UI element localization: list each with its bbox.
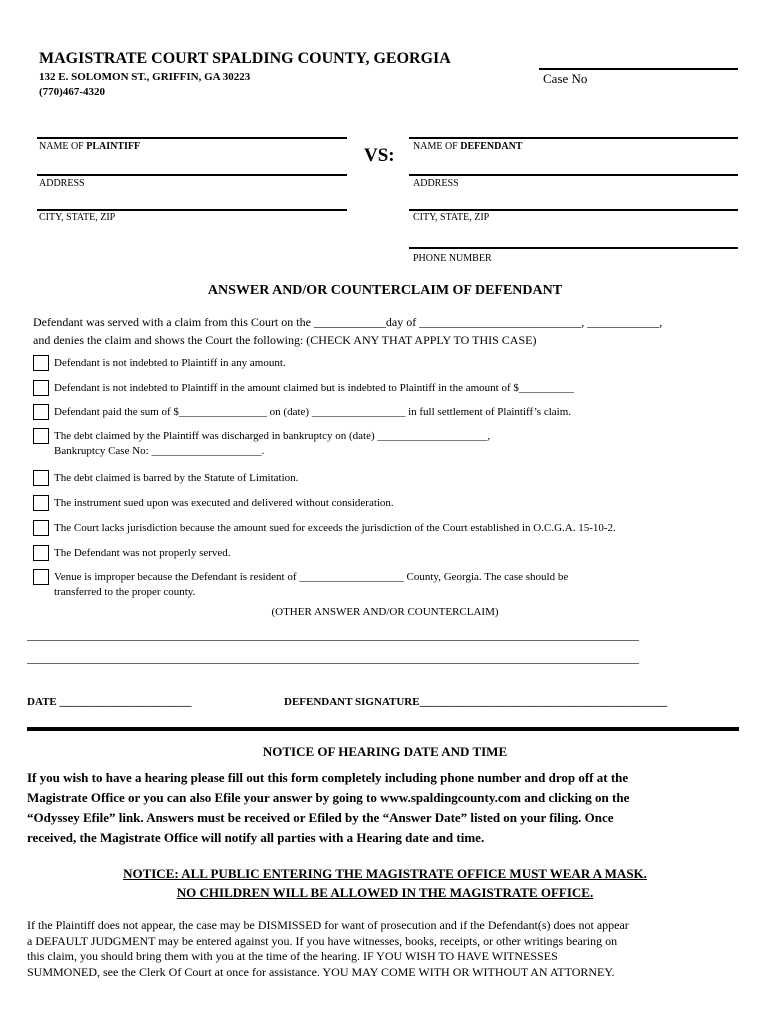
notice-line-1: If you wish to have a hearing please fill out this form completely including phone number and drop off at the: [27, 770, 629, 785]
option-not-served: [33, 545, 231, 561]
option-checkbox[interactable]: [33, 404, 49, 420]
court-address: 132 E. SOLOMON ST., GRIFFIN, GA 30223: [39, 71, 251, 83]
case-no-label: Case No: [543, 71, 588, 86]
notice-line-3: “Odyssey Efile” link. Answers must be received or Efiled by the “Answer Date” listed on your filing. Once: [27, 810, 614, 825]
defendant-name-label: NAME OF DEFENDANT: [413, 141, 523, 152]
option-bankruptcy: [33, 428, 490, 459]
bankruptcy-case-no: Bankruptcy Case No: ____________________.: [54, 445, 265, 457]
option-statute-of-limitation: [33, 470, 298, 486]
option-label: The debt claimed by the Plaintiff was discharged in bankruptcy on (date) ____________________, Bankruptcy Case No: ____________________.: [54, 430, 491, 457]
defendant-address-label: ADDRESS: [413, 178, 459, 189]
defendant-signature-field[interactable]: DEFENDANT SIGNATURE_____________________________________________: [284, 696, 668, 708]
plaintiff-name-field[interactable]: [37, 137, 347, 139]
option-lacks-jurisdiction: [33, 520, 616, 536]
option-checkbox[interactable]: [33, 380, 49, 396]
option-label: Defendant is not indebted to Plaintiff in the amount claimed but is indebted to Plaintiff in the amount of $__________: [54, 382, 574, 394]
section-divider: [27, 727, 739, 731]
other-answer-line-1[interactable]: ______________________________________________________________________________________________________: [27, 628, 639, 642]
option-checkbox[interactable]: [33, 569, 49, 585]
option-indebted-lesser-amount: [33, 380, 574, 396]
option-no-consideration: [33, 495, 394, 511]
option-label: The debt claimed is barred by the Statute of Limitation.: [54, 472, 299, 484]
footer-line-2: a DEFAULT JUDGMENT may be entered against you. If you have witnesses, books, receipts, or other writings bearing on: [27, 933, 618, 948]
plaintiff-city-field[interactable]: [37, 209, 347, 211]
plaintiff-city-label: CITY, STATE, ZIP: [39, 212, 116, 223]
plaintiff-address-label: ADDRESS: [39, 178, 85, 189]
defendant-phone-field[interactable]: [409, 247, 738, 249]
defendant-phone-label: PHONE NUMBER: [413, 253, 492, 264]
answer-intro-line1: Defendant was served with a claim from this Court on the ____________day of ___________________________, ____________,: [33, 315, 663, 329]
option-checkbox[interactable]: [33, 495, 49, 511]
option-improper-venue: [33, 569, 568, 600]
court-title: MAGISTRATE COURT SPALDING COUNTY, GEORGIA: [39, 50, 451, 67]
option-label: Defendant is not indebted to Plaintiff in any amount.: [54, 357, 286, 369]
venue-continuation: transferred to the proper county.: [54, 586, 196, 598]
case-no-field[interactable]: [539, 68, 738, 70]
answer-heading: ANSWER AND/OR COUNTERCLAIM OF DEFENDANT: [207, 283, 563, 298]
versus-label: VS:: [364, 145, 395, 166]
option-checkbox[interactable]: [33, 428, 49, 444]
defendant-name-field[interactable]: [409, 137, 738, 139]
other-answer-label: (OTHER ANSWER AND/OR COUNTERCLAIM): [271, 606, 499, 618]
plaintiff-address-field[interactable]: [37, 174, 347, 176]
option-label: The Defendant was not properly served.: [54, 547, 231, 559]
option-label: Defendant paid the sum of $________________ on (date) _________________ in full settlement of Plaintiff’s claim.: [54, 406, 572, 418]
option-paid-in-full: [33, 404, 571, 420]
option-checkbox[interactable]: [33, 520, 49, 536]
notice-body: [27, 768, 717, 848]
notice-line-2: Magistrate Office or you can also Efile your answer by going to www.spaldingcounty.com and clicking on the: [27, 790, 630, 805]
notice-heading: NOTICE OF HEARING DATE AND TIME: [262, 744, 508, 759]
footer-line-4: SUMMONED, see the Clerk Of Court at once for assistance. YOU MAY COME WITH OR WITHOUT AN ATTORNEY.: [27, 964, 615, 979]
footer-line-3: this claim, you should bring them with you at the time of the hearing. IF YOU WISH TO HAVE WITNESSES: [27, 949, 558, 963]
footer-warning: [27, 918, 732, 980]
footer-line-1: If the Plaintiff does not appear, the case may be DISMISSED for want of prosecution and if the Defendant(s) does not appear: [27, 918, 629, 932]
defendant-city-label: CITY, STATE, ZIP: [413, 212, 490, 223]
court-phone: (770)467-4320: [39, 86, 105, 98]
mask-notice-line-1: NOTICE: ALL PUBLIC ENTERING THE MAGISTRATE OFFICE MUST WEAR A MASK.: [123, 866, 647, 881]
option-checkbox[interactable]: [33, 355, 49, 371]
other-answer-line-2[interactable]: ______________________________________________________________________________________________________: [27, 651, 639, 665]
option-not-indebted: [33, 355, 286, 371]
answer-intro-line2: and denies the claim and shows the Court the following: (CHECK ANY THAT APPLY TO THIS CASE): [33, 333, 537, 347]
date-field[interactable]: DATE ________________________: [27, 696, 192, 708]
option-label: Venue is improper because the Defendant is resident of ___________________ County, Georgia. The case should be transferred to the proper county.: [54, 571, 569, 598]
defendant-address-field[interactable]: [409, 174, 738, 176]
option-label: The instrument sued upon was executed and delivered without consideration.: [54, 497, 394, 509]
notice-line-4: received, the Magistrate Office will notify all parties with a Hearing date and time.: [27, 830, 485, 845]
option-checkbox[interactable]: [33, 545, 49, 561]
option-checkbox[interactable]: [33, 470, 49, 486]
mask-notice-line-2: NO CHILDREN WILL BE ALLOWED IN THE MAGISTRATE OFFICE.: [176, 885, 594, 900]
option-label: The Court lacks jurisdiction because the amount sued for exceeds the jurisdiction of the Court established in O.C.G.A. 15-10-2.: [54, 522, 616, 534]
plaintiff-name-label: NAME OF PLAINTIFF: [39, 141, 141, 152]
defendant-city-field[interactable]: [409, 209, 738, 211]
